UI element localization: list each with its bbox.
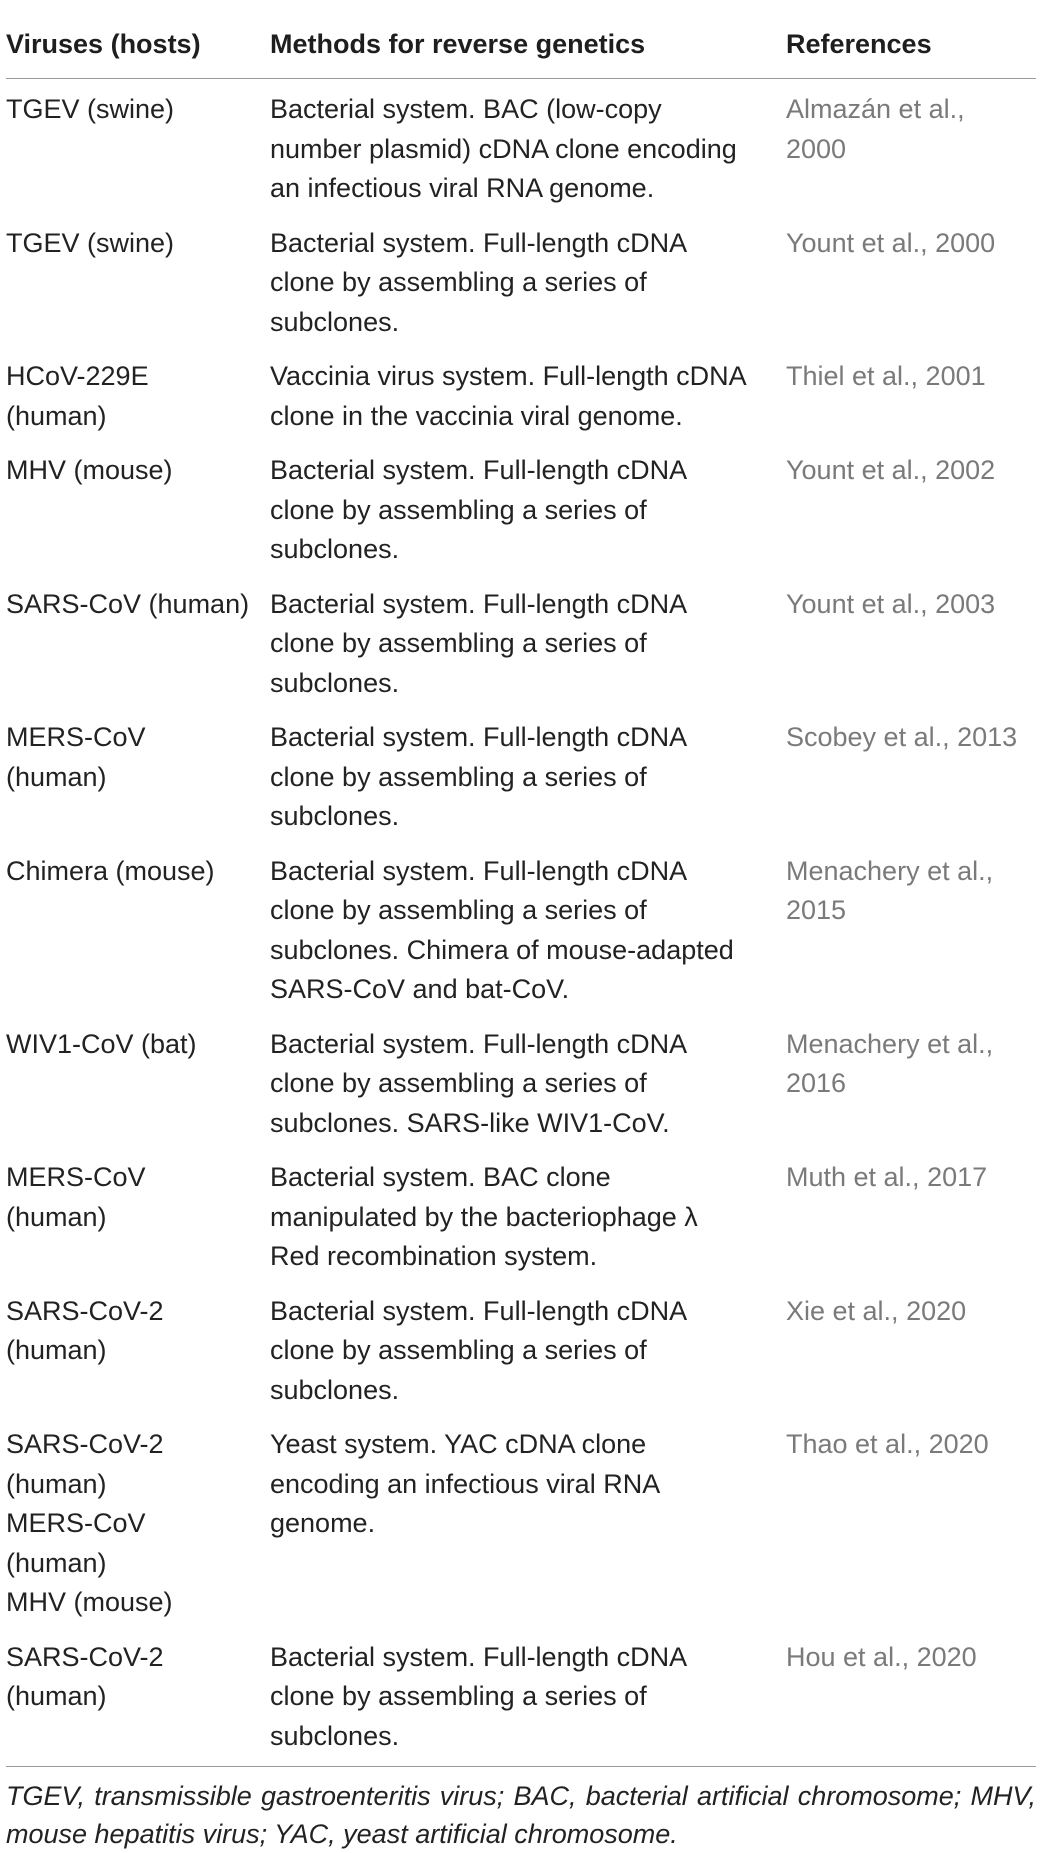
method-cell-line: Bacterial system. BAC clone bbox=[270, 1162, 611, 1192]
method-cell-line: Bacterial system. Full-length cDNA bbox=[270, 855, 688, 886]
method-cell-line: clone by assembling a series of bbox=[270, 895, 647, 925]
virus-cell-line: (human) bbox=[6, 1201, 107, 1232]
method-cell bbox=[270, 346, 786, 440]
virus-cell-line: SARS-CoV (human) bbox=[6, 588, 250, 619]
virus-cell-line: (human) bbox=[6, 1681, 107, 1711]
method-cell-line: Bacterial system. Full-length cDNA bbox=[270, 722, 688, 752]
reference-cell bbox=[786, 841, 1036, 1014]
reference-cell-line: 2000 bbox=[786, 133, 847, 164]
virus-cell-line: (human) bbox=[6, 1468, 107, 1499]
method-cell-line: number plasmid) cDNA clone encoding bbox=[270, 133, 737, 164]
virus-cell-line: TGEV (swine) bbox=[6, 94, 175, 124]
reference-cell-line: Scobey et al., 2013 bbox=[786, 722, 1018, 752]
reference-cell-line: Almazán et al., bbox=[786, 94, 965, 124]
reference-cell bbox=[786, 1627, 1036, 1767]
method-cell bbox=[270, 440, 786, 574]
method-cell-line: clone by assembling a series of bbox=[270, 1681, 647, 1711]
method-cell-line: Bacterial system. Full-length cDNA bbox=[270, 588, 688, 619]
virus-cell bbox=[6, 213, 270, 347]
table-row bbox=[6, 1147, 1036, 1281]
reverse-genetics-table bbox=[6, 18, 1036, 1767]
table-header bbox=[6, 18, 1036, 79]
method-cell-line: clone by assembling a series of bbox=[270, 628, 647, 658]
method-cell-line: an infectious viral RNA genome. bbox=[270, 173, 655, 203]
method-cell-line: clone by assembling a series of bbox=[270, 494, 647, 525]
reference-cell bbox=[786, 346, 1036, 440]
method-cell-line: manipulated by the bacteriophage λ bbox=[270, 1201, 698, 1232]
reference-cell-line: 2016 bbox=[786, 1068, 847, 1098]
table-row bbox=[6, 440, 1036, 574]
reference-cell-line: 2015 bbox=[786, 895, 847, 925]
table-row bbox=[6, 574, 1036, 708]
method-cell bbox=[270, 1414, 786, 1627]
virus-cell-line: HCoV-229E bbox=[6, 361, 149, 391]
reference-cell bbox=[786, 1281, 1036, 1415]
table-row bbox=[6, 1627, 1036, 1767]
method-cell bbox=[270, 79, 786, 213]
reference-cell-line: Thiel et al., 2001 bbox=[786, 361, 986, 391]
reference-cell bbox=[786, 707, 1036, 841]
table-body bbox=[6, 79, 1036, 1767]
method-cell-line: subclones. bbox=[270, 801, 400, 831]
reference-cell bbox=[786, 79, 1036, 213]
virus-cell-line: MERS-CoV bbox=[6, 1508, 146, 1538]
virus-cell-line: WIV1-CoV (bat) bbox=[6, 1028, 197, 1059]
reference-cell bbox=[786, 213, 1036, 347]
reference-cell bbox=[786, 574, 1036, 708]
method-cell-line: encoding an infectious viral RNA bbox=[270, 1468, 661, 1499]
reference-cell bbox=[786, 1014, 1036, 1148]
method-cell-line: subclones. bbox=[270, 667, 400, 698]
virus-cell-line: MERS-CoV bbox=[6, 1162, 146, 1192]
virus-cell-line: SARS-CoV-2 bbox=[6, 1429, 164, 1459]
reference-cell-line: Yount et al., 2002 bbox=[786, 455, 996, 485]
table-row bbox=[6, 707, 1036, 841]
method-cell-line: clone by assembling a series of bbox=[270, 761, 647, 792]
method-cell-line: clone by assembling a series of bbox=[270, 1068, 647, 1098]
method-cell-line: Vaccinia virus system. Full-length cDNA bbox=[270, 361, 747, 391]
method-cell-line: Bacterial system. Full-length cDNA bbox=[270, 1028, 688, 1059]
header-methods: Methods for reverse genetics bbox=[270, 18, 786, 79]
table-row bbox=[6, 213, 1036, 347]
virus-cell bbox=[6, 1147, 270, 1281]
virus-cell-line: (human) bbox=[6, 761, 107, 792]
method-cell bbox=[270, 707, 786, 841]
method-cell-line: Bacterial system. BAC (low-copy bbox=[270, 94, 662, 124]
virus-cell bbox=[6, 1281, 270, 1415]
virus-cell-line: MERS-CoV bbox=[6, 722, 146, 752]
method-cell bbox=[270, 1627, 786, 1767]
method-cell bbox=[270, 213, 786, 347]
method-cell bbox=[270, 1147, 786, 1281]
method-cell-line: Red recombination system. bbox=[270, 1241, 598, 1271]
virus-cell bbox=[6, 1014, 270, 1148]
virus-cell-line: MHV (mouse) bbox=[6, 455, 173, 485]
virus-cell-line: MHV (mouse) bbox=[6, 1587, 173, 1617]
reference-cell-line: Yount et al., 2000 bbox=[786, 227, 996, 258]
method-cell-line: Bacterial system. Full-length cDNA bbox=[270, 227, 688, 258]
virus-cell bbox=[6, 707, 270, 841]
header-viruses: Viruses (hosts) bbox=[6, 18, 270, 79]
header-row bbox=[6, 18, 1036, 79]
table-row bbox=[6, 1414, 1036, 1627]
method-cell-line: Bacterial system. Full-length cDNA bbox=[270, 1641, 688, 1672]
reference-cell bbox=[786, 1147, 1036, 1281]
header-references: References bbox=[786, 18, 1036, 79]
method-cell-line: subclones. bbox=[270, 534, 400, 564]
virus-cell-line: Chimera (mouse) bbox=[6, 855, 215, 886]
virus-cell bbox=[6, 79, 270, 213]
method-cell-line: subclones. bbox=[270, 1374, 400, 1405]
reference-cell-line: Muth et al., 2017 bbox=[786, 1162, 988, 1192]
method-cell-line: subclones. bbox=[270, 306, 400, 337]
method-cell-line: subclones. SARS-like WIV1-CoV. bbox=[270, 1107, 670, 1138]
table-row bbox=[6, 79, 1036, 213]
virus-cell-line: (human) bbox=[6, 1335, 107, 1365]
table-row bbox=[6, 346, 1036, 440]
method-cell bbox=[270, 1014, 786, 1148]
reference-cell-line: Menachery et al., bbox=[786, 855, 994, 886]
reference-cell bbox=[786, 1414, 1036, 1627]
reference-cell-line: Thao et al., 2020 bbox=[786, 1429, 989, 1459]
method-cell bbox=[270, 841, 786, 1014]
reference-cell-line: Menachery et al., bbox=[786, 1028, 994, 1059]
table-row bbox=[6, 1014, 1036, 1148]
method-cell-line: clone by assembling a series of bbox=[270, 267, 647, 297]
reference-cell-line: Xie et al., 2020 bbox=[786, 1295, 967, 1326]
table-footnote: TGEV, transmissible gastroenteritis virus; BAC, bacterial artificial chromosome; MHV, mouse hepatitis virus; YAC, yeast artificial chromosome. bbox=[6, 1781, 1036, 1849]
method-cell bbox=[270, 574, 786, 708]
virus-cell-line: (human) bbox=[6, 400, 107, 431]
method-cell-line: clone in the vaccinia viral genome. bbox=[270, 400, 683, 431]
method-cell-line: Yeast system. YAC cDNA clone bbox=[270, 1429, 647, 1459]
method-cell-line: Bacterial system. Full-length cDNA bbox=[270, 455, 688, 485]
virus-cell-line: SARS-CoV-2 bbox=[6, 1641, 164, 1672]
reference-cell-line: Yount et al., 2003 bbox=[786, 588, 996, 619]
table-row bbox=[6, 841, 1036, 1014]
virus-cell bbox=[6, 440, 270, 574]
method-cell-line: Bacterial system. Full-length cDNA bbox=[270, 1295, 688, 1326]
method-cell-line: subclones. Chimera of mouse-adapted bbox=[270, 934, 734, 965]
method-cell-line: SARS-CoV and bat-CoV. bbox=[270, 974, 570, 1004]
reference-cell-line: Hou et al., 2020 bbox=[786, 1641, 977, 1672]
virus-cell-line: (human) bbox=[6, 1547, 107, 1578]
virus-cell-line: SARS-CoV-2 bbox=[6, 1295, 164, 1326]
method-cell-line: clone by assembling a series of bbox=[270, 1335, 647, 1365]
virus-cell bbox=[6, 346, 270, 440]
method-cell-line: genome. bbox=[270, 1508, 376, 1538]
table-row bbox=[6, 1281, 1036, 1415]
virus-cell bbox=[6, 841, 270, 1014]
reference-cell bbox=[786, 440, 1036, 574]
method-cell bbox=[270, 1281, 786, 1415]
virus-cell bbox=[6, 1414, 270, 1627]
virus-cell bbox=[6, 574, 270, 708]
virus-cell bbox=[6, 1627, 270, 1767]
method-cell-line: subclones. bbox=[270, 1720, 400, 1751]
virus-cell-line: TGEV (swine) bbox=[6, 227, 175, 258]
